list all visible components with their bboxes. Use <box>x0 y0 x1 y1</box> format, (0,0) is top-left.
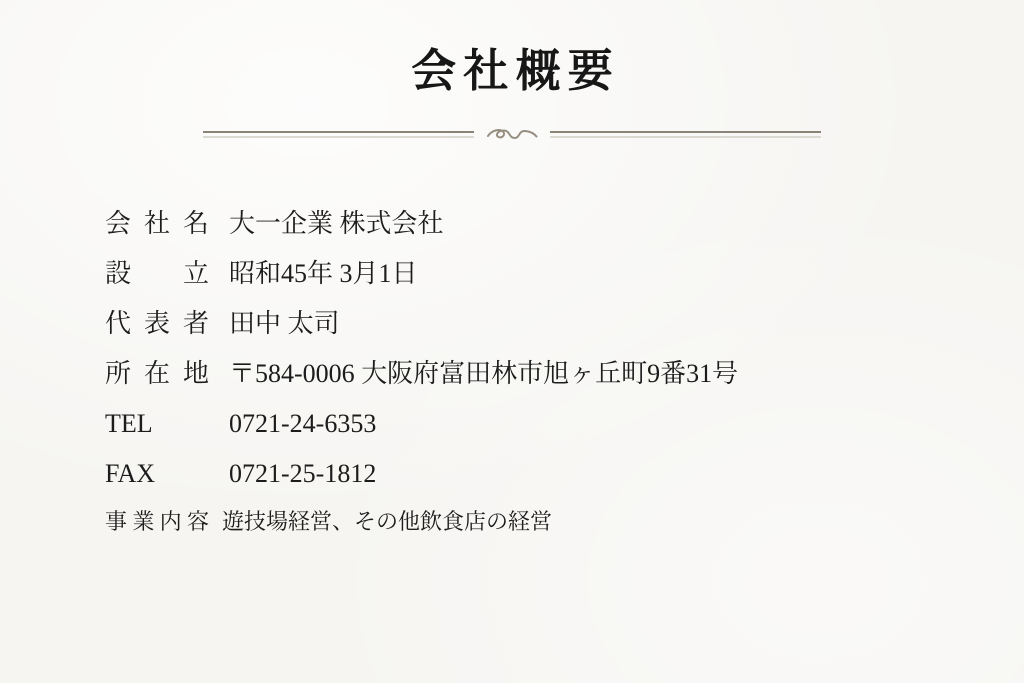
row-value: 大一企業 株式会社 <box>229 208 444 238</box>
row-label: 代表者 <box>105 308 209 338</box>
page-title: 会社概要 <box>411 46 620 96</box>
row-label: TEL <box>105 408 153 438</box>
row-label: 設立 <box>105 258 209 288</box>
row-business <box>105 509 1024 535</box>
row-value: 0721-25-1812 <box>229 458 377 488</box>
row-value: 遊技場経営、その他飲食店の経営 <box>222 508 553 534</box>
row-label: 会社名 <box>105 208 209 238</box>
row-address <box>105 359 1024 388</box>
row-label: FAX <box>105 458 156 488</box>
row-value: 0721-24-6353 <box>229 408 377 438</box>
row-established <box>105 259 1024 288</box>
company-info-list <box>0 209 1024 535</box>
row-value: 田中 太司 <box>229 308 340 338</box>
divider-line-right <box>550 131 821 138</box>
row-tel <box>105 409 1024 438</box>
row-value: 昭和45年 3月1日 <box>229 258 418 288</box>
knot-ornament-icon <box>485 125 539 145</box>
row-label: 所在地 <box>105 358 209 388</box>
divider-line-left <box>203 131 474 138</box>
row-representative <box>105 309 1024 338</box>
row-label: 事業内容 <box>105 508 209 534</box>
title-divider <box>203 125 821 145</box>
row-fax <box>105 459 1024 488</box>
row-company-name <box>105 209 1024 238</box>
row-value: 〒584-0006 大阪府富田林市旭ヶ丘町9番31号 <box>229 358 739 388</box>
